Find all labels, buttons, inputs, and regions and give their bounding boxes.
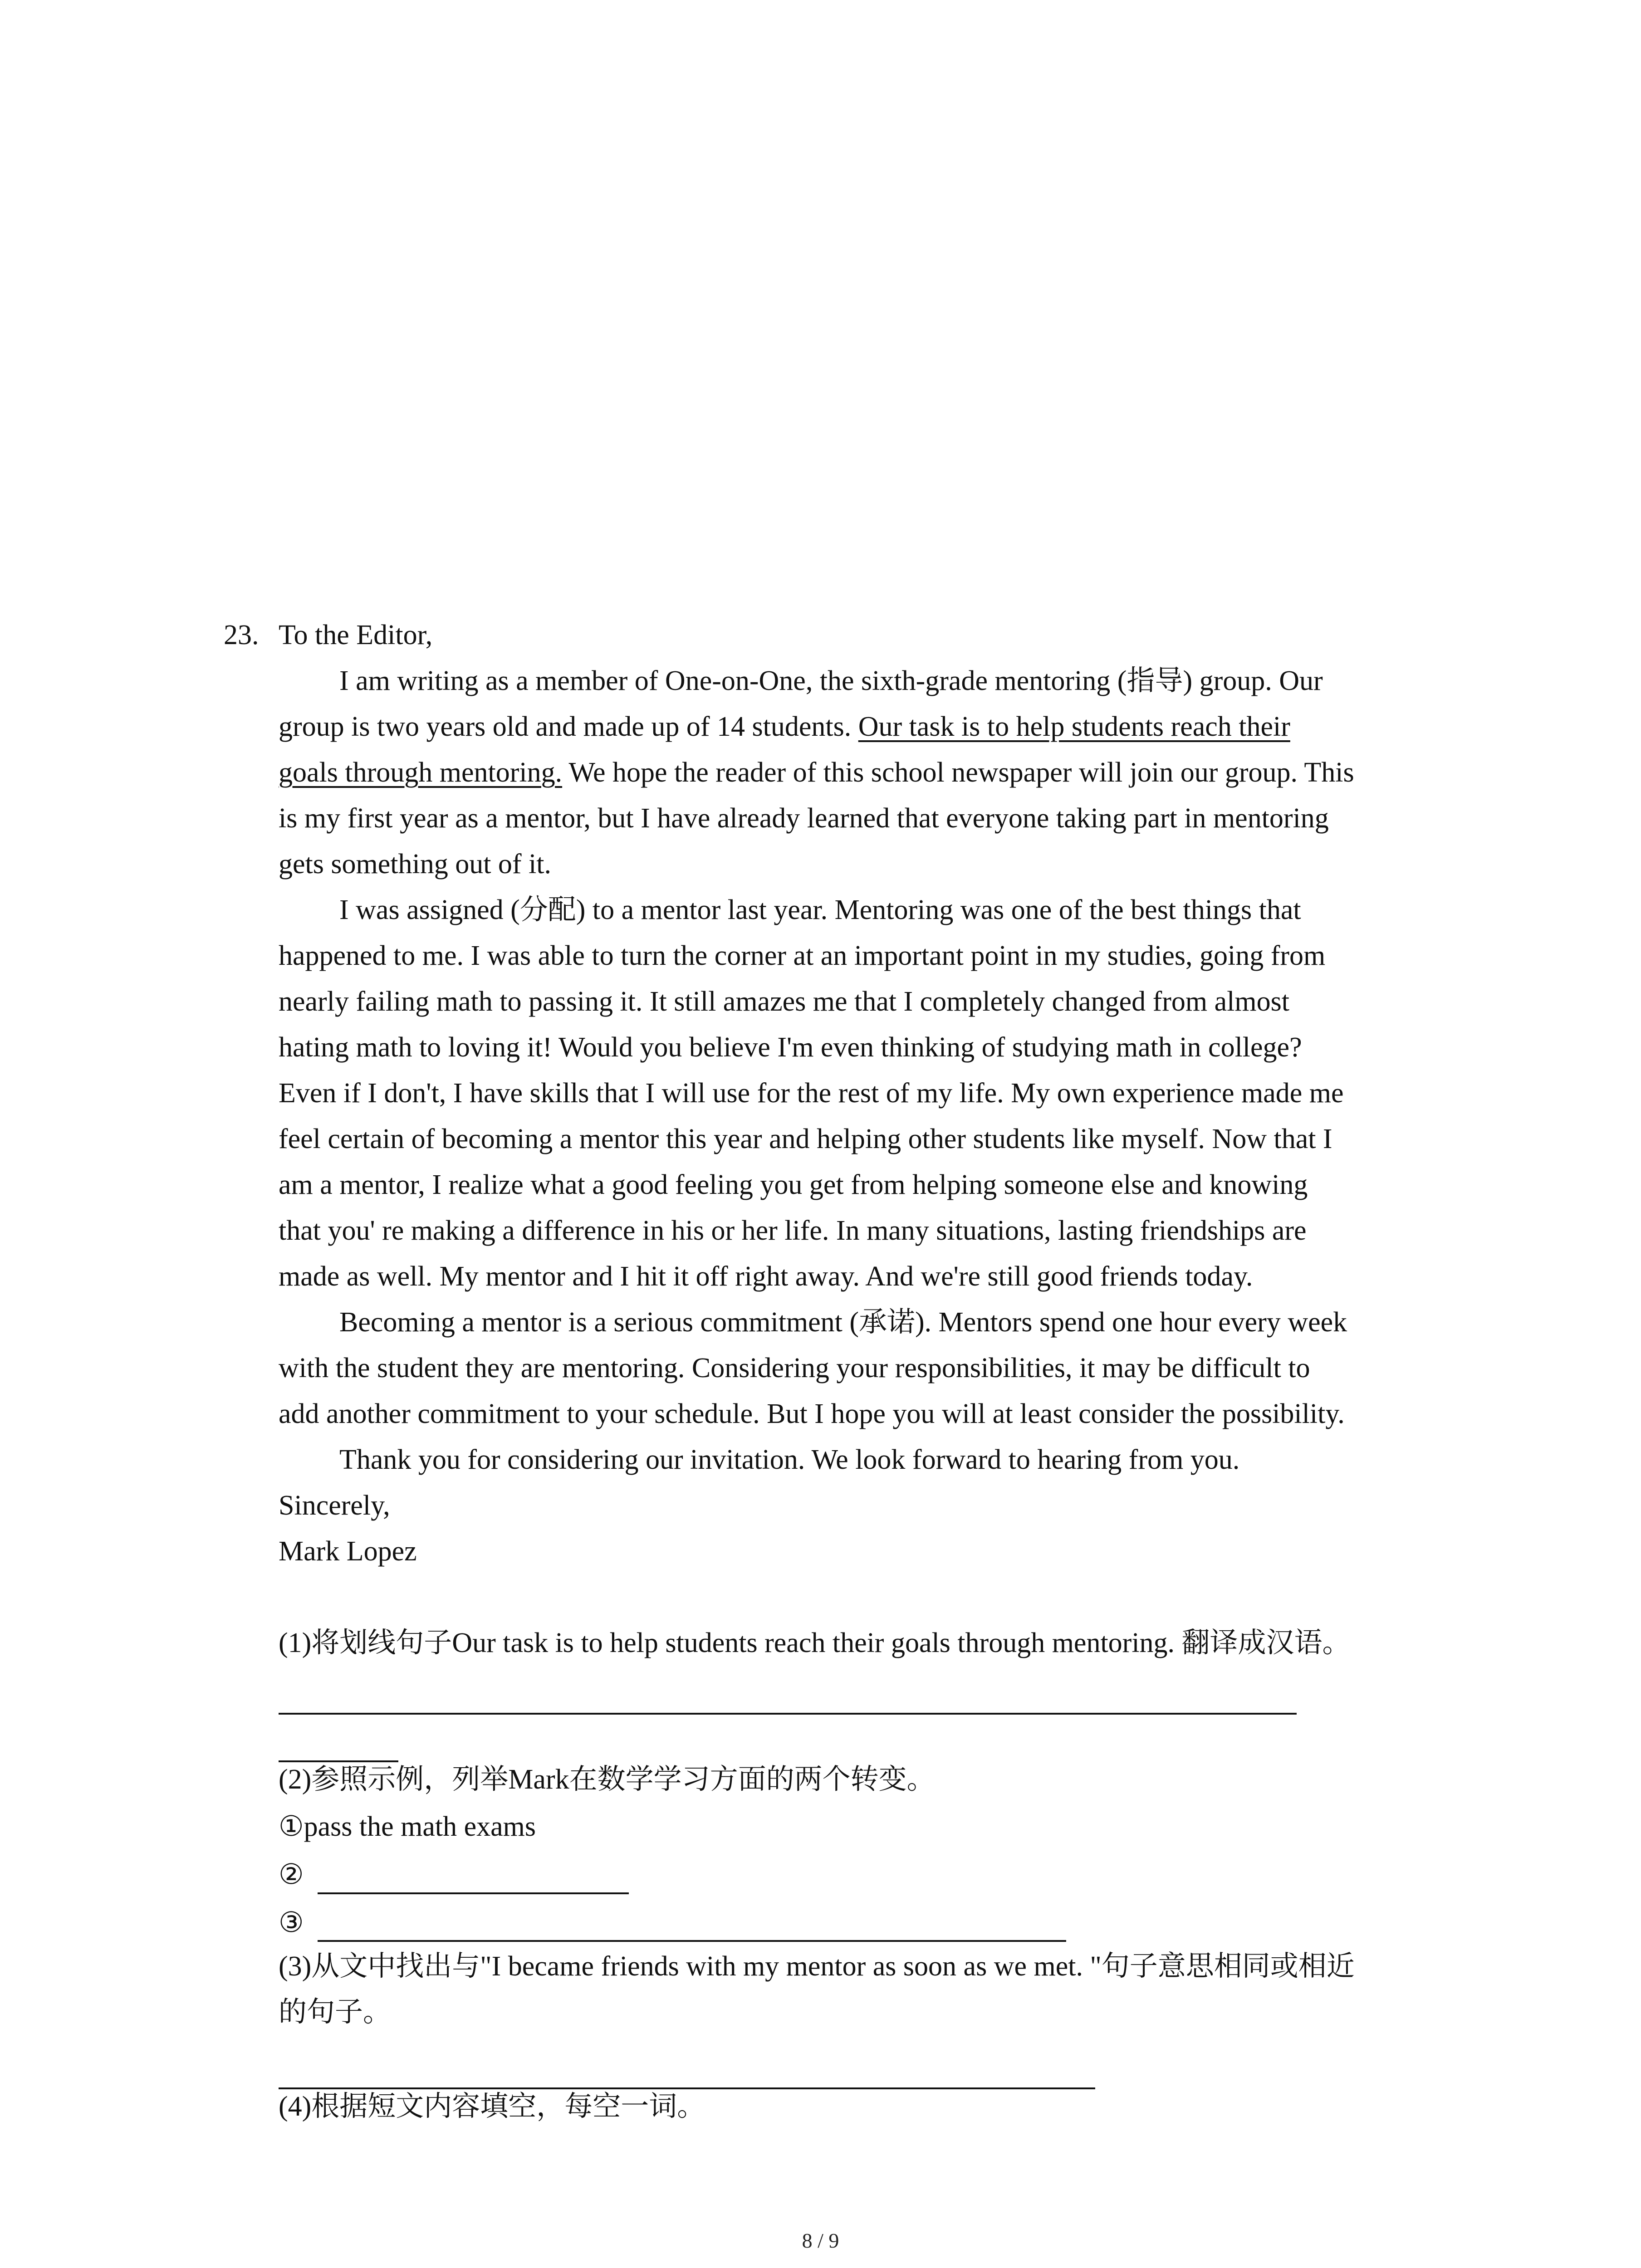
task-3-prompt-line-2: 的句子。: [279, 1997, 392, 2028]
paragraph-2-line-5: Even if I don't, I have skills that I will use for the rest of my life. My own experience made me: [279, 1078, 1344, 1109]
task-3-prompt-line-1: (3)从文中找出与"I became friends with my mentor as soon as we met. "句子意思相同或相近: [279, 1951, 1355, 1982]
paragraph-3-line-1: Becoming a mentor is a serious commitment (承诺). Mentors spend one hour every week: [339, 1307, 1347, 1338]
task-2-answer-line-2[interactable]: [318, 1892, 629, 1894]
paragraph-2-line-6: feel certain of becoming a mentor this year and helping other students like myself. Now that I: [279, 1124, 1332, 1154]
paragraph-2-line-8: that you' re making a difference in his or her life. In many situations, lasting friendships are: [279, 1215, 1307, 1246]
paragraph-1-line-2: [279, 704, 1290, 750]
task-2-item-2-marker: ②: [279, 1859, 304, 1890]
task-2-answer-line-3[interactable]: [318, 1940, 1066, 1942]
letter-closing: Sincerely,: [279, 1490, 390, 1521]
paragraph-2-line-1: I was assigned (分配) to a mentor last year. Mentoring was one of the best things that: [339, 894, 1301, 925]
task-1-prompt: (1)将划线句子Our task is to help students reach their goals through mentoring. 翻译成汉语。: [279, 1628, 1351, 1658]
task-2-item-3-marker: ③: [279, 1907, 304, 1938]
paragraph-1-line-4: is my first year as a mentor, but I have already learned that everyone taking part in mentoring: [279, 803, 1329, 834]
paragraph-4: Thank you for considering our invitation. We look forward to hearing from you.: [339, 1444, 1240, 1475]
paragraph-2-line-4: hating math to loving it! Would you believe I'm even thinking of studying math in college?: [279, 1032, 1302, 1063]
paragraph-1-line-1: I am writing as a member of One-on-One, the sixth-grade mentoring (指导) group. Our: [339, 665, 1323, 696]
text-segment: group is two years old and made up of 14 students.: [279, 711, 858, 742]
paragraph-1-line-5: gets something out of it.: [279, 849, 552, 880]
task-2-prompt: (2)参照示例，列举Mark在数学学习方面的两个转变。: [279, 1764, 935, 1795]
task-2-example: ①pass the math exams: [279, 1811, 536, 1842]
underlined-sentence-part-1: Our task is to help students reach their: [858, 711, 1290, 742]
text-segment: We hope the reader of this school newspaper will join our group. This: [562, 757, 1354, 788]
task-4-prompt: (4)根据短文内容填空，每空一词。: [279, 2091, 705, 2122]
paragraph-2-line-3: nearly failing math to passing it. It still amazes me that I completely changed from almost: [279, 986, 1289, 1017]
underlined-sentence-part-2: goals through mentoring.: [279, 757, 563, 788]
paragraph-2-line-7: am a mentor, I realize what a good feeling you get from helping someone else and knowing: [279, 1169, 1308, 1200]
letter-signature: Mark Lopez: [279, 1536, 417, 1567]
page-number: 8 / 9: [802, 2229, 839, 2252]
paragraph-1-line-3: [279, 750, 1354, 796]
paragraph-2-line-9: made as well. My mentor and I hit it off right away. And we're still good friends today.: [279, 1261, 1253, 1292]
question-number: 23.: [224, 620, 259, 650]
paragraph-2-line-2: happened to me. I was able to turn the corner at an important point in my studies, going from: [279, 940, 1326, 971]
paragraph-3-line-2: with the student they are mentoring. Considering your responsibilities, it may be difficult to: [279, 1353, 1310, 1383]
task-1-answer-line[interactable]: [279, 1713, 1297, 1715]
letter-salutation: To the Editor,: [279, 620, 433, 650]
paragraph-3-line-3: add another commitment to your schedule. But I hope you will at least consider the possibility.: [279, 1398, 1345, 1429]
